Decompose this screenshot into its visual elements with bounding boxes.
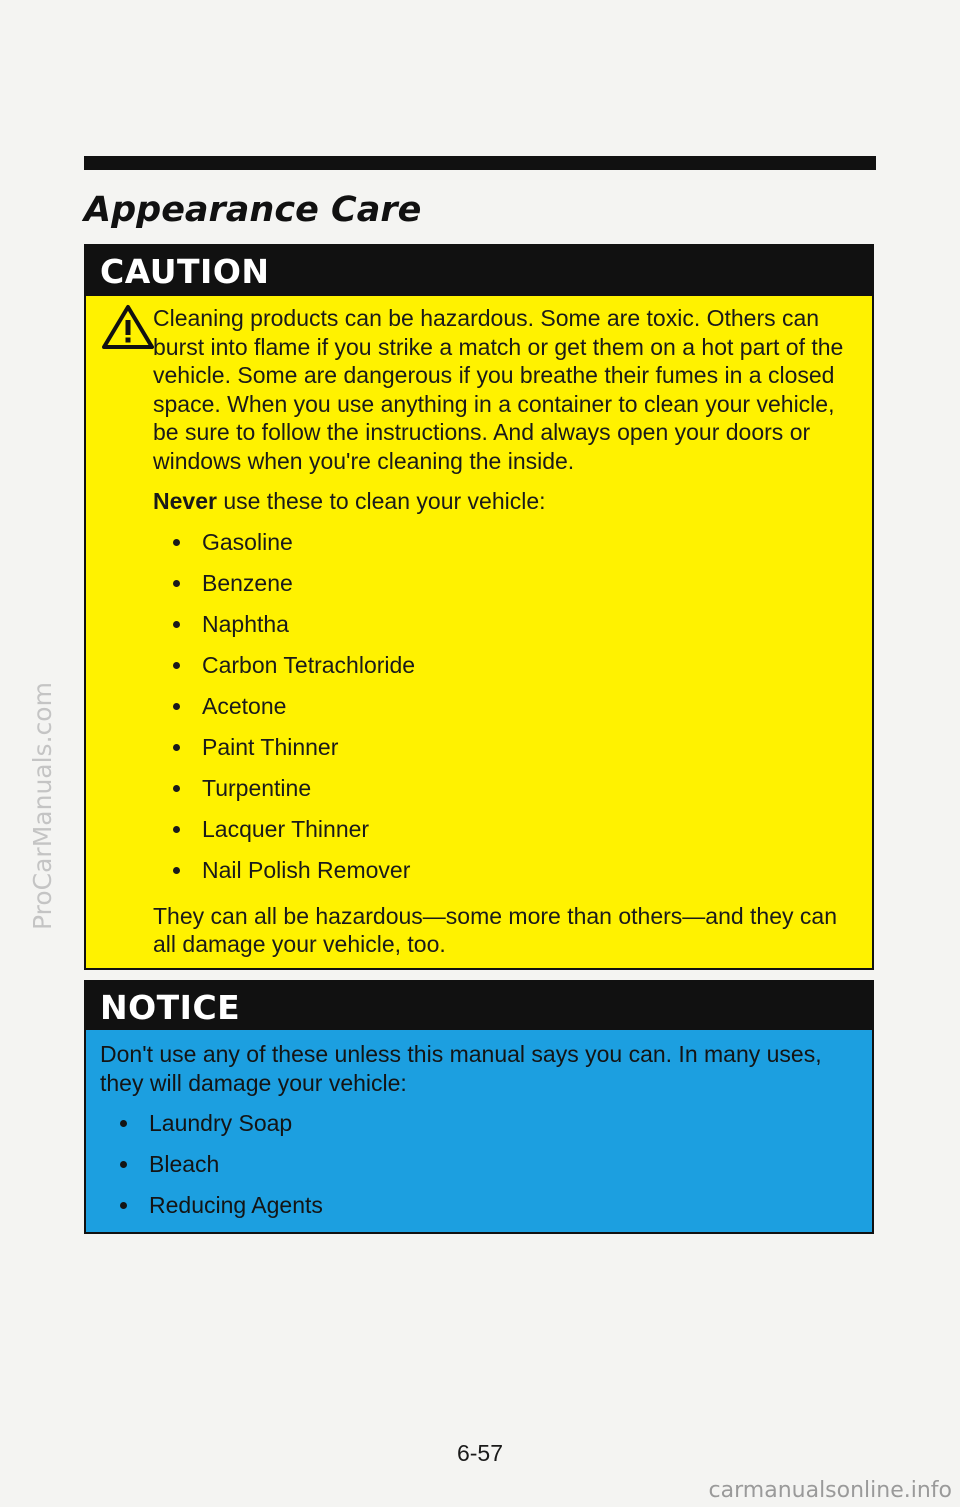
list-item bbox=[153, 693, 853, 734]
never-rest: use these to clean your vehicle: bbox=[216, 488, 546, 514]
list-item bbox=[100, 1192, 840, 1233]
list-item-label: Paint Thinner bbox=[202, 733, 339, 760]
never-line bbox=[153, 487, 853, 516]
footer-watermark: carmanualsonline.info bbox=[708, 1478, 952, 1503]
notice-box bbox=[84, 980, 874, 1234]
notice-list bbox=[100, 1110, 840, 1233]
caution-box bbox=[84, 244, 874, 970]
list-item bbox=[153, 529, 853, 570]
bullet-icon bbox=[120, 1202, 127, 1209]
list-item bbox=[153, 734, 853, 775]
list-item-label: Carbon Tetrachloride bbox=[202, 651, 416, 678]
list-item-label: Acetone bbox=[202, 692, 287, 719]
bullet-icon bbox=[120, 1161, 127, 1168]
caution-body bbox=[153, 304, 853, 959]
bullet-icon bbox=[173, 662, 180, 669]
caution-closing: They can all be hazardous—some more than others—and they can all damage your vehicle, too. bbox=[153, 902, 837, 957]
list-item-label: Turpentine bbox=[202, 774, 312, 801]
list-item bbox=[153, 570, 853, 611]
list-item bbox=[153, 857, 853, 898]
list-item-label: Benzene bbox=[202, 569, 293, 596]
caution-list bbox=[153, 529, 853, 898]
page-number: 6-57 bbox=[456, 1440, 504, 1466]
top-rule bbox=[84, 156, 876, 168]
page-title: Appearance Care bbox=[84, 190, 422, 230]
notice-header: NOTICE bbox=[86, 982, 872, 1030]
side-watermark: ProCarManuals.com bbox=[28, 682, 57, 930]
notice-body bbox=[100, 1040, 840, 1233]
list-item-label: Gasoline bbox=[202, 528, 293, 555]
list-item-label: Reducing Agents bbox=[149, 1192, 323, 1218]
list-item bbox=[153, 816, 853, 857]
list-item bbox=[100, 1110, 840, 1151]
bullet-icon bbox=[173, 785, 180, 792]
list-item-label: Laundry Soap bbox=[149, 1110, 293, 1136]
list-item bbox=[100, 1151, 840, 1192]
list-item-label: Bleach bbox=[149, 1151, 220, 1177]
list-item bbox=[153, 775, 853, 816]
bullet-icon bbox=[173, 621, 180, 628]
bullet-icon bbox=[173, 744, 180, 751]
list-item-label: Naphtha bbox=[202, 610, 289, 637]
bullet-icon bbox=[173, 703, 180, 710]
caution-header: CAUTION bbox=[86, 246, 872, 296]
bullet-icon bbox=[173, 580, 180, 587]
list-item-label: Nail Polish Remover bbox=[202, 856, 411, 883]
bullet-icon bbox=[173, 539, 180, 546]
notice-intro: Don't use any of these unless this manual says you can. In many uses, they will damage your vehicle: bbox=[100, 1041, 822, 1096]
warning-triangle-icon bbox=[102, 304, 154, 350]
bullet-icon bbox=[173, 867, 180, 874]
bullet-icon bbox=[120, 1120, 127, 1127]
caution-intro: Cleaning products can be hazardous. Some are toxic. Others can burst into flame if you strike a match or get them on a hot part of the vehicle. Some are dangerous if you breathe their fumes in a closed space. When you use anything in a container to clean your vehicle, be sure to follow the instructions. And always open your doors or windows when you're cleaning the inside. bbox=[153, 305, 844, 474]
never-word: Never bbox=[153, 488, 217, 514]
list-item bbox=[153, 652, 853, 693]
list-item bbox=[153, 611, 853, 652]
list-item-label: Lacquer Thinner bbox=[202, 815, 370, 842]
bullet-icon bbox=[173, 826, 180, 833]
